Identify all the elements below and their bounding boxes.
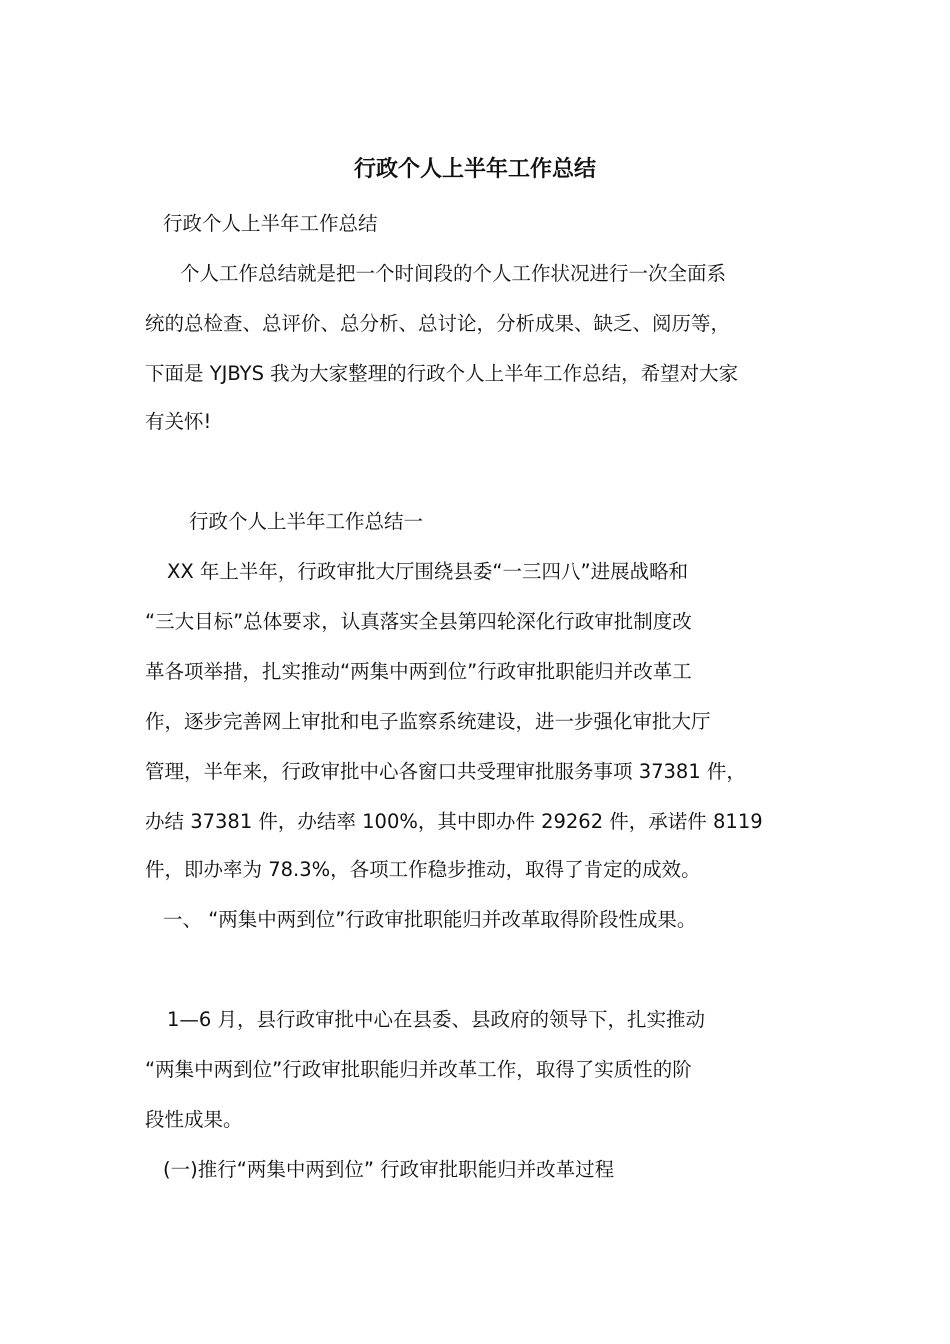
subtitle-line: 行政个人上半年工作总结: [163, 212, 378, 235]
body-line-5: 管理，半年来，行政审批中心各窗口共受理审批服务事项 37381 件，: [145, 760, 746, 783]
intro-line-3: 下面是 YJBYS 我为大家整理的行政个人上半年工作总结，希望对大家: [145, 362, 739, 385]
body-line-1: XX 年上半年，行政审批大厅围绕县委“一三四八”进展战略和: [167, 560, 689, 583]
body-line-8: 1—6 月，县行政审批中心在县委、县政府的领导下，扎实推动: [167, 1008, 706, 1031]
subsection-heading-2: (一)推行“两集中两到位” 行政审批职能归并改革过程: [163, 1158, 615, 1181]
body-line-7: 件，即办率为 78.3%，各项工作稳步推动，取得了肯定的成效。: [145, 858, 701, 881]
body-line-3: 革各项举措，扎实推动“两集中两到位”行政审批职能归并改革工: [145, 660, 692, 683]
subsection-heading-1: 一、 “两集中两到位”行政审批职能归并改革取得阶段性成果。: [163, 908, 697, 931]
body-line-6: 办结 37381 件，办结率 100%，其中即办件 29262 件，承诺件 8119: [145, 810, 763, 833]
intro-line-2: 统的总检查、总评价、总分析、总讨论，分析成果、缺乏、阅历等，: [145, 312, 731, 335]
intro-line-1: 个人工作总结就是把一个时间段的个人工作状况进行一次全面系: [180, 262, 727, 285]
document-title: 行政个人上半年工作总结: [353, 157, 596, 182]
body-line-2: “三大目标”总体要求，认真落实全县第四轮深化行政审批制度改: [145, 610, 692, 633]
section-heading-1: 行政个人上半年工作总结一: [189, 510, 424, 533]
body-line-10: 段性成果。: [145, 1108, 243, 1131]
intro-line-4: 有关怀!: [145, 410, 212, 433]
body-line-4: 作，逐步完善网上审批和电子监察系统建设，进一步强化审批大厅: [145, 710, 711, 733]
body-line-9: “两集中两到位”行政审批职能归并改革工作，取得了实质性的阶: [145, 1058, 692, 1081]
